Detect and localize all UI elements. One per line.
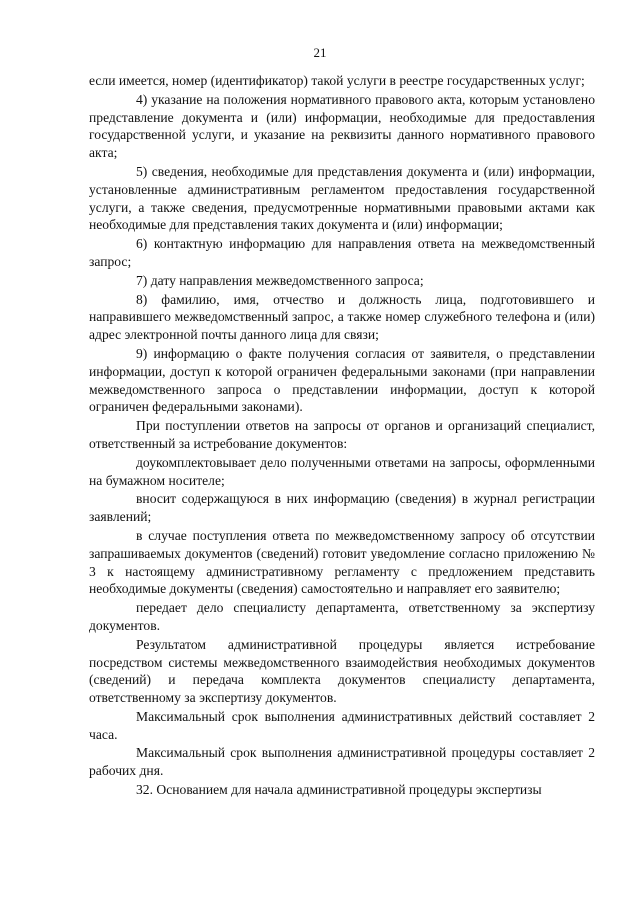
paragraph-item-32: 32. Основанием для начала административной процедуры экспертизы <box>136 782 542 798</box>
paragraph-continuation: если имеется, номер (идентификатор) такой услуги в реестре государственных услуг; <box>89 73 585 88</box>
paragraph-max-time-procedure: Максимальный срок выполнения административной процедуры составляет 2 рабочих дня. <box>89 745 595 779</box>
paragraph-responses-intro: При поступлении ответов на запросы от органов и организаций специалист, ответственный за истребование документов: <box>89 418 595 451</box>
paragraph-result: Результатом административной процедуры является истребование посредством системы межведомственного взаимодействия необходимых документов (сведений) и передача комплекта документов специалисту департамента, ответственному за экспертизу документов. <box>89 636 595 706</box>
paragraph-item-9: 9) информацию о факте получения согласия от заявителя, о представлении информации, доступ к которой ограничен федеральными законами (при направлении межведомственного запроса о представлении информации, доступ к которой ограничен федеральными законами). <box>89 345 595 415</box>
paragraph-item-7: 7) дату направления межведомственного запроса; <box>136 272 424 288</box>
paragraph-item-5: 5) сведения, необходимые для представления документа и (или) информации, установленные административным регламентом предоставления государственной услуги, а также сведения, предусмотренные нормативными правовыми актами как необходимые для представления таких документа и (или) информации; <box>89 163 595 233</box>
page-number: 21 <box>313 45 327 60</box>
paragraph-action-notify: в случае поступления ответа по межведомственному запросу об отсутствии запрашиваемых документов (сведений) готовит уведомление согласно приложению № 3 к настоящему административному регламенту с предложением представить необходимые документы (сведения) самостоятельно и направляет его заявителю; <box>89 527 595 597</box>
paragraph-action-complete-file: доукомплектовывает дело полученными ответами на запросы, оформленными на бумажном носителе; <box>89 454 595 488</box>
paragraph-action-register: вносит содержащуюся в них информацию (сведения) в журнал регистрации заявлений; <box>89 491 595 525</box>
paragraph-max-time-actions: Максимальный срок выполнения административных действий составляет 2 часа. <box>89 708 595 742</box>
paragraph-item-4: 4) указание на положения нормативного правового акта, которым установлено представление документа и (или) информации, необходимые для предоставления государственной услуги, и указание на реквизиты данного нормативного правового акта; <box>89 91 595 161</box>
paragraph-item-8: 8) фамилию, имя, отчество и должность лица, подготовившего и направившего межведомственный запрос, а также номер служебного телефона и (или) адрес электронной почты данного лица для связи; <box>89 291 595 343</box>
paragraph-action-transfer: передает дело специалисту департамента, ответственному за экспертизу документов. <box>89 600 595 633</box>
document-body <box>89 72 595 800</box>
paragraph-item-6: 6) контактную информацию для направления ответа на межведомственный запрос; <box>89 236 595 269</box>
